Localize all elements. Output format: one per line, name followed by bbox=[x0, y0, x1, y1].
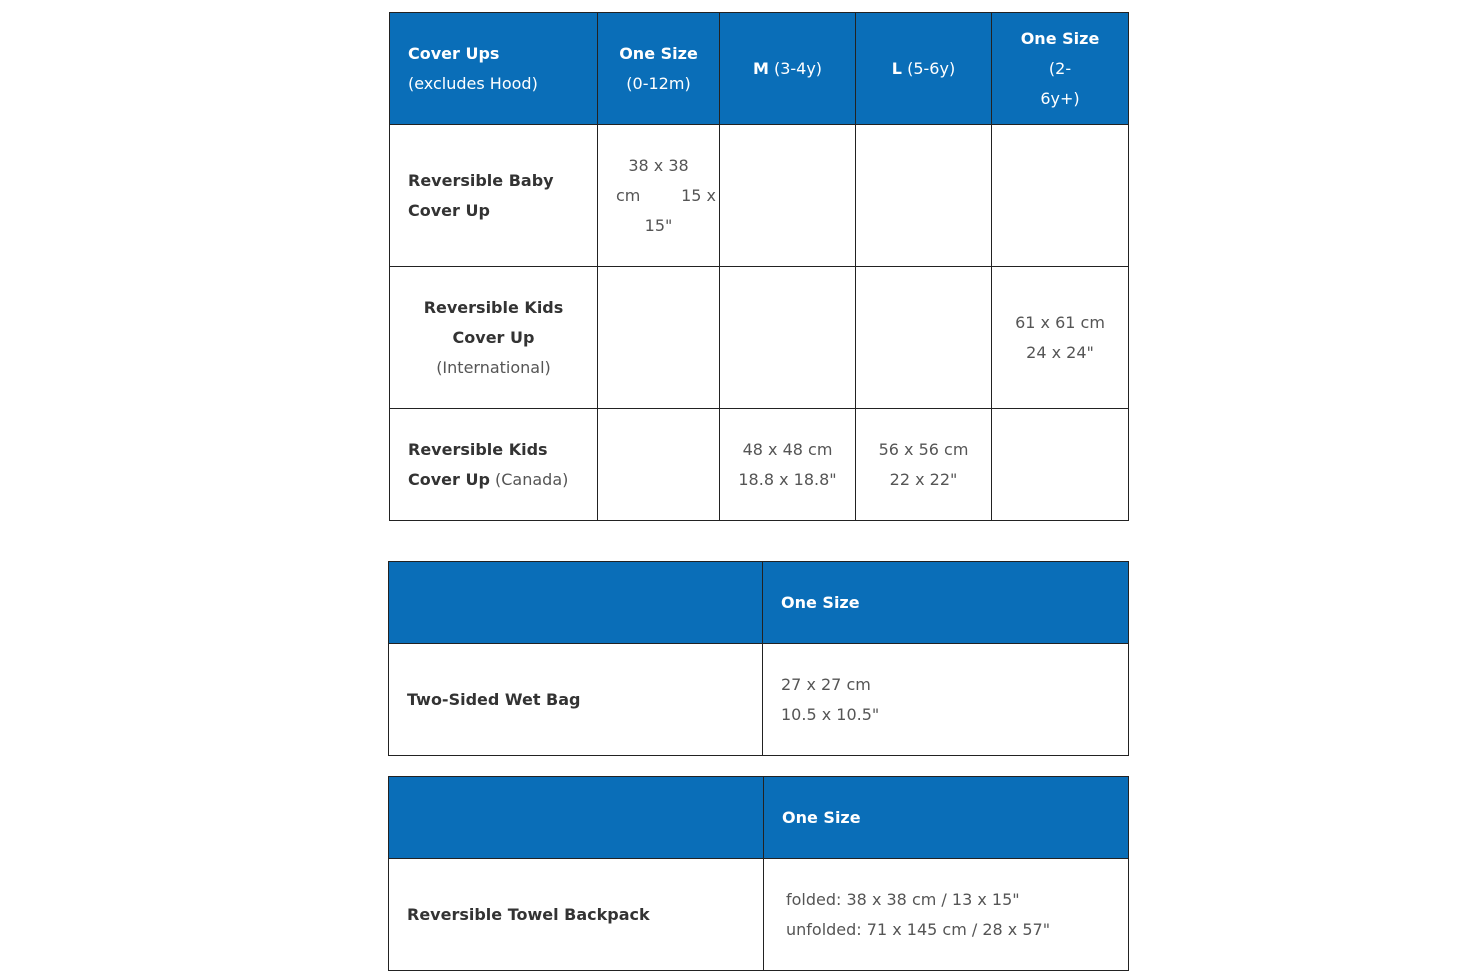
header-empty-cell bbox=[389, 562, 763, 644]
size-cell-empty bbox=[598, 409, 720, 521]
size-value-line: unfolded: 71 x 145 cm / 28 x 57" bbox=[786, 919, 1051, 939]
size-value-line: 24 x 24" bbox=[1026, 342, 1094, 362]
size-cell bbox=[763, 644, 1129, 756]
header-size-label: One Size bbox=[781, 592, 860, 612]
product-region-note: (Canada) bbox=[489, 469, 569, 489]
product-name-line: Reversible Kids bbox=[408, 439, 548, 459]
product-name-line: Cover Up bbox=[452, 327, 535, 347]
header-col4-range-a: (2- bbox=[1048, 58, 1072, 78]
size-cell-empty bbox=[720, 125, 856, 267]
header-empty-cell bbox=[389, 777, 764, 859]
product-name-line: Cover Up bbox=[408, 200, 490, 220]
table-row bbox=[390, 409, 1129, 521]
header-col3-range: (5-6y) bbox=[907, 58, 956, 78]
table-row bbox=[390, 125, 1129, 267]
size-cell-empty bbox=[856, 267, 992, 409]
header-product-note: (excludes Hood) bbox=[408, 73, 538, 93]
header-col4-range-b: 6y+) bbox=[1040, 88, 1080, 108]
size-value-line: 48 x 48 cm bbox=[742, 439, 833, 459]
product-region-note: (International) bbox=[436, 357, 551, 377]
header-col2-size: M bbox=[752, 58, 769, 78]
header-size-col4 bbox=[992, 13, 1129, 125]
size-value-line: 27 x 27 cm bbox=[781, 674, 871, 694]
header-product-title: Cover Ups bbox=[408, 43, 500, 63]
header-size-col1 bbox=[598, 13, 720, 125]
table-row bbox=[389, 859, 1129, 971]
header-size-cell bbox=[764, 777, 1129, 859]
header-size-col3 bbox=[856, 13, 992, 125]
cover-ups-size-table bbox=[389, 12, 1129, 521]
header-col3-size: L bbox=[891, 58, 902, 78]
size-cell-empty bbox=[992, 125, 1129, 267]
header-col1-size: One Size bbox=[619, 43, 698, 63]
size-cell-empty bbox=[598, 267, 720, 409]
product-name-line: Cover Up bbox=[408, 469, 490, 489]
row-product-name bbox=[390, 267, 598, 409]
table-row bbox=[390, 267, 1129, 409]
header-size-label: One Size bbox=[782, 807, 861, 827]
table-header-row bbox=[389, 562, 1129, 644]
header-product-cell bbox=[390, 13, 598, 125]
product-name-line: Reversible Baby bbox=[408, 170, 554, 190]
size-cell bbox=[856, 409, 992, 521]
row-product-name bbox=[390, 409, 598, 521]
header-size-col2 bbox=[720, 13, 856, 125]
size-value-line: cm 15 x bbox=[616, 185, 716, 205]
size-value-line: 38 x 38 bbox=[628, 155, 689, 175]
table-header-row bbox=[389, 777, 1129, 859]
size-cell-empty bbox=[720, 267, 856, 409]
size-cell-empty bbox=[856, 125, 992, 267]
table-row bbox=[389, 644, 1129, 756]
header-col1-range: (0-12m) bbox=[626, 73, 691, 93]
size-value-line: 10.5 x 10.5" bbox=[781, 704, 880, 724]
backpack-size-table bbox=[388, 776, 1129, 971]
size-value-line: 15" bbox=[644, 215, 673, 235]
wet-bag-size-table bbox=[388, 561, 1129, 756]
size-cell-empty bbox=[992, 409, 1129, 521]
size-value-line: 22 x 22" bbox=[889, 469, 958, 489]
table-header-row bbox=[390, 13, 1129, 125]
row-product-name: Two-Sided Wet Bag bbox=[389, 644, 763, 756]
size-cell bbox=[764, 859, 1129, 971]
size-value-line: 56 x 56 cm bbox=[878, 439, 969, 459]
product-name-line: Reversible Kids bbox=[423, 297, 564, 317]
size-value-line: folded: 38 x 38 cm / 13 x 15" bbox=[786, 889, 1020, 909]
size-cell bbox=[598, 125, 720, 267]
row-product-name bbox=[390, 125, 598, 267]
size-cell bbox=[992, 267, 1129, 409]
row-product-name: Reversible Towel Backpack bbox=[389, 859, 764, 971]
header-col4-size: One Size bbox=[1020, 28, 1100, 48]
size-value-line: 61 x 61 cm bbox=[1015, 312, 1105, 332]
size-cell bbox=[720, 409, 856, 521]
size-value-line: 18.8 x 18.8" bbox=[738, 469, 837, 489]
header-col2-range: (3-4y) bbox=[773, 58, 823, 78]
header-size-cell bbox=[763, 562, 1129, 644]
